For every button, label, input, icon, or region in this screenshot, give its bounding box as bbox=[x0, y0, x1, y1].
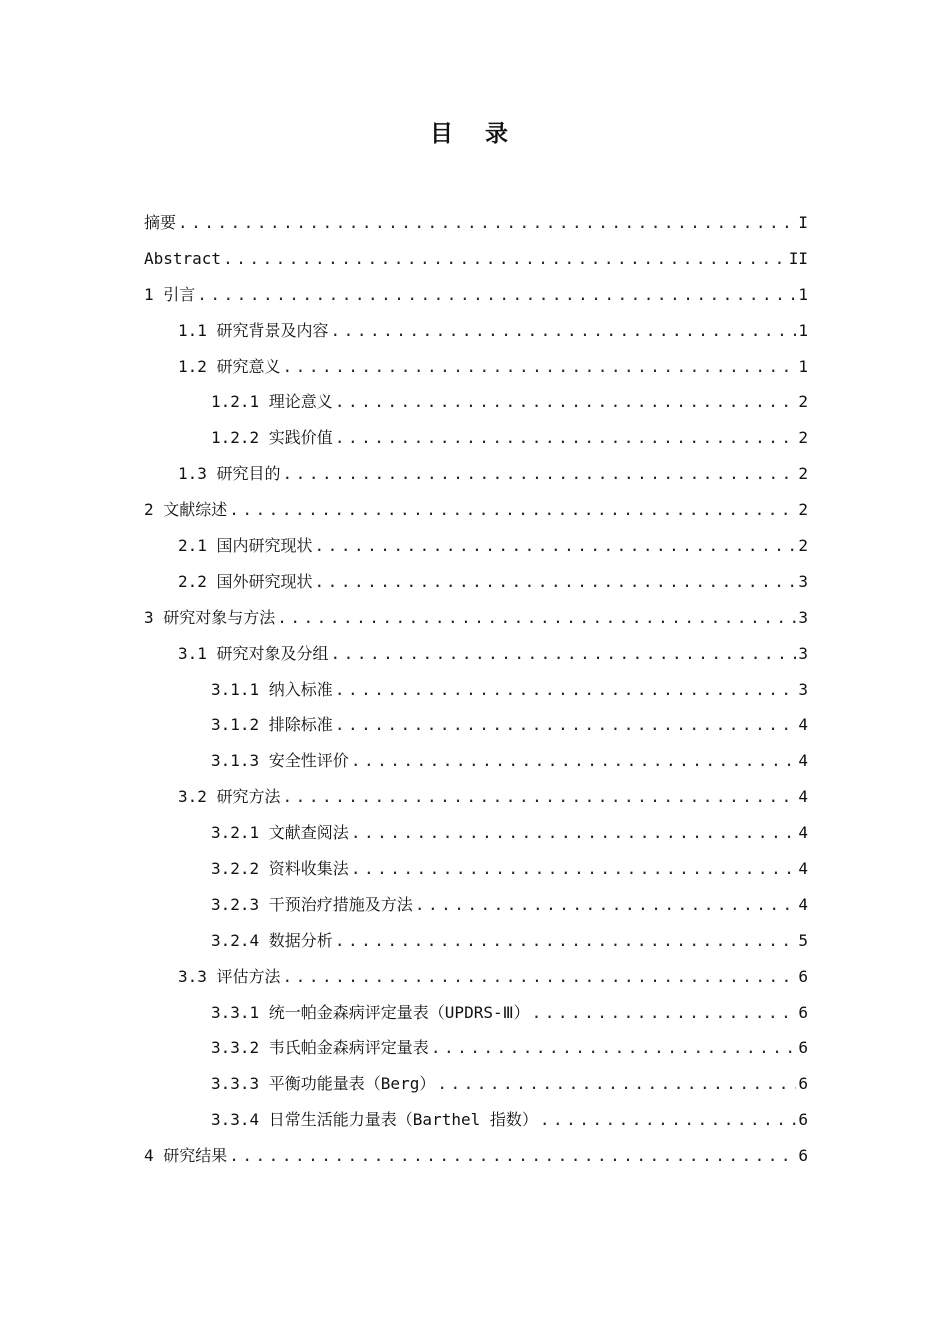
toc-entry-page: 4 bbox=[798, 823, 808, 843]
toc-entry-page: 5 bbox=[798, 930, 808, 950]
toc-leader-dots bbox=[335, 420, 796, 456]
toc-entry-text: 3.1.1 纳入标准 bbox=[211, 679, 333, 699]
toc-entry[interactable] bbox=[144, 959, 808, 995]
toc-entry[interactable] bbox=[144, 456, 808, 492]
toc-entry[interactable] bbox=[144, 707, 808, 743]
toc-entry[interactable] bbox=[144, 995, 808, 1031]
toc-entry[interactable] bbox=[144, 815, 808, 851]
toc-leader-dots bbox=[277, 600, 796, 636]
toc-entry-text: 3.2.2 资料收集法 bbox=[211, 859, 349, 879]
toc-entry-text: 3.1 研究对象及分组 bbox=[178, 643, 329, 663]
toc-entry-text: 3.3 评估方法 bbox=[178, 966, 281, 986]
toc-leader-dots bbox=[431, 1030, 796, 1066]
toc-entry-page: 4 bbox=[798, 859, 808, 879]
toc-entry-page: 3 bbox=[798, 679, 808, 699]
toc-entry-page: 2 bbox=[798, 464, 808, 484]
toc-entry-page: 6 bbox=[798, 1074, 808, 1094]
toc-entry-page: 2 bbox=[798, 536, 808, 556]
toc-entry[interactable] bbox=[144, 743, 808, 779]
toc-leader-dots bbox=[415, 887, 796, 923]
toc-entry[interactable] bbox=[144, 241, 808, 277]
toc-entry-page: I bbox=[798, 213, 808, 232]
toc-entry-page: 2 bbox=[798, 392, 808, 412]
toc-entry-text: 3.3.3 平衡功能量表（Berg） bbox=[211, 1074, 436, 1094]
toc-entry-page: 6 bbox=[798, 1146, 808, 1166]
toc-leader-dots bbox=[335, 923, 796, 959]
toc-entry-text: 摘要 bbox=[144, 213, 177, 232]
toc-leader-dots bbox=[315, 528, 796, 564]
toc-entry[interactable] bbox=[144, 205, 808, 241]
toc-entry[interactable] bbox=[144, 349, 808, 385]
toc-leader-dots bbox=[283, 456, 796, 492]
toc-entry-text: 1.2.2 实践价值 bbox=[211, 428, 333, 448]
toc-leader-dots bbox=[532, 995, 796, 1031]
toc-entry-page: 4 bbox=[798, 751, 808, 771]
toc-entry-text: 4 研究结果 bbox=[144, 1146, 228, 1166]
toc-entry[interactable] bbox=[144, 923, 808, 959]
toc-entry[interactable] bbox=[144, 528, 808, 564]
toc-entry[interactable] bbox=[144, 420, 808, 456]
toc-entry-text: 1.2.1 理论意义 bbox=[211, 392, 333, 412]
toc-entry-text: 1.3 研究目的 bbox=[178, 464, 281, 484]
toc-leader-dots bbox=[331, 313, 796, 349]
toc-leader-dots bbox=[229, 1138, 796, 1174]
toc-leader-dots bbox=[223, 241, 787, 277]
toc-leader-dots bbox=[197, 277, 796, 313]
toc-entry[interactable] bbox=[144, 1102, 808, 1138]
toc-entry-text: 3 研究对象与方法 bbox=[144, 607, 276, 627]
toc-leader-dots bbox=[283, 959, 796, 995]
toc-entry[interactable] bbox=[144, 564, 808, 600]
toc-entry-page: 6 bbox=[798, 966, 808, 986]
toc-leader-dots bbox=[335, 384, 796, 420]
toc-entry[interactable] bbox=[144, 1138, 808, 1174]
toc-entry-page: 1 bbox=[798, 356, 808, 376]
toc-entry[interactable] bbox=[144, 600, 808, 636]
toc-entry[interactable] bbox=[144, 672, 808, 708]
toc-entry[interactable] bbox=[144, 1066, 808, 1102]
toc-entry-page: 4 bbox=[798, 715, 808, 735]
toc-entry[interactable] bbox=[144, 887, 808, 923]
toc-entry-page: 6 bbox=[798, 1002, 808, 1022]
toc-entry-text: 3.2 研究方法 bbox=[178, 787, 281, 807]
toc-entry-text: 1 引言 bbox=[144, 284, 196, 304]
toc-entry-page: 3 bbox=[798, 607, 808, 627]
toc-entry-text: 2.1 国内研究现状 bbox=[178, 536, 313, 556]
toc-list bbox=[144, 205, 808, 1174]
toc-entry-text: 2.2 国外研究现状 bbox=[178, 571, 313, 591]
toc-leader-dots bbox=[351, 851, 796, 887]
toc-entry-text: 1.2 研究意义 bbox=[178, 356, 281, 376]
toc-entry-text: 3.1.2 排除标准 bbox=[211, 715, 333, 735]
toc-leader-dots bbox=[335, 707, 796, 743]
toc-entry-page: 4 bbox=[798, 894, 808, 914]
toc-leader-dots bbox=[540, 1102, 796, 1138]
toc-entry[interactable] bbox=[144, 1030, 808, 1066]
toc-entry-page: 2 bbox=[798, 500, 808, 520]
toc-entry-text: 1.1 研究背景及内容 bbox=[178, 320, 329, 340]
toc-entry-text: 3.1.3 安全性评价 bbox=[211, 751, 349, 771]
toc-leader-dots bbox=[283, 349, 796, 385]
toc-entry-text: 3.3.2 韦氏帕金森病评定量表 bbox=[211, 1038, 429, 1058]
toc-entry[interactable] bbox=[144, 277, 808, 313]
toc-entry-text: 3.3.1 统一帕金森病评定量表（UPDRS-Ⅲ） bbox=[211, 1002, 530, 1022]
toc-entry-text: 3.3.4 日常生活能力量表（Barthel 指数） bbox=[211, 1110, 538, 1130]
toc-entry-page: 3 bbox=[798, 571, 808, 591]
toc-entry-text: Abstract bbox=[144, 248, 222, 268]
toc-entry-page: 4 bbox=[798, 787, 808, 807]
toc-leader-dots bbox=[351, 743, 796, 779]
toc-entry-page: 6 bbox=[798, 1110, 808, 1130]
toc-leader-dots bbox=[178, 205, 796, 241]
toc-entry[interactable] bbox=[144, 492, 808, 528]
toc-leader-dots bbox=[335, 672, 796, 708]
toc-entry-page: 1 bbox=[798, 284, 808, 304]
toc-entry-text: 3.2.3 干预治疗措施及方法 bbox=[211, 894, 413, 914]
toc-leader-dots bbox=[283, 779, 796, 815]
toc-entry-page: 1 bbox=[798, 320, 808, 340]
toc-entry[interactable] bbox=[144, 851, 808, 887]
toc-entry-page: 2 bbox=[798, 428, 808, 448]
toc-entry-page: 3 bbox=[798, 643, 808, 663]
toc-leader-dots bbox=[229, 492, 796, 528]
toc-entry-text: 3.2.4 数据分析 bbox=[211, 930, 333, 950]
toc-leader-dots bbox=[351, 815, 796, 851]
toc-entry-page: II bbox=[788, 248, 808, 268]
toc-leader-dots bbox=[331, 636, 796, 672]
toc-entry-page: 6 bbox=[798, 1038, 808, 1058]
toc-entry-text: 3.2.1 文献查阅法 bbox=[211, 823, 349, 843]
toc-entry[interactable] bbox=[144, 779, 808, 815]
toc-entry-text: 2 文献综述 bbox=[144, 500, 228, 520]
toc-entry[interactable] bbox=[144, 384, 808, 420]
toc-leader-dots bbox=[437, 1066, 796, 1102]
toc-title: 目 录 bbox=[429, 121, 520, 147]
toc-entry[interactable] bbox=[144, 313, 808, 349]
toc-leader-dots bbox=[315, 564, 796, 600]
toc-entry[interactable] bbox=[144, 636, 808, 672]
